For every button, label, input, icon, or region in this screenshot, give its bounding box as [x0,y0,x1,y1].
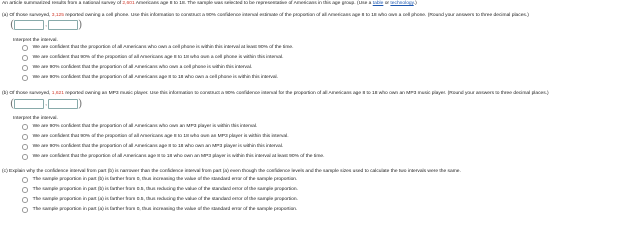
part-c-text: Explain why the confidence interval from part (b) is narrower than the confidence interval from part (a) even though the confidence levels and the sample sizes used to calculate the two intervals were the same. [7,169,461,174]
part-a-lower-input[interactable] [14,20,44,30]
radio-button[interactable] [22,55,28,61]
sample-size: 2,601 [122,1,135,6]
option-text: The sample proportion in part (b) is farther from 0, thus increasing the value of the standard error of the sample proportion. [32,177,298,183]
part-a-option-4[interactable] [22,75,278,81]
part-c-option-3[interactable] [22,197,298,203]
part-c-question [2,169,461,175]
radio-button[interactable] [22,197,28,203]
part-b-pre: Of those surveyed, [7,91,52,96]
radio-button[interactable] [22,187,28,193]
part-a-interval [10,20,82,29]
part-a-option-2[interactable] [22,55,283,61]
part-a-upper-input[interactable] [48,20,78,30]
part-c-label: (c) [2,169,8,174]
part-c-option-4[interactable] [22,207,297,213]
option-text: We are confident that 90% of the proportion of all Americans age 8 to 18 who own an MP3 player is within this interval. [32,134,289,140]
intro-text-2: Americans age 8 to 18. The sample was selected to be representative of Americans in this age group. (Use a [134,1,373,6]
part-a-post: reported owning a cell phone. Use this information to construct a 90% confidence interval estimate of the proportion of all Americans age 8 to 18 who own a cell phone. (Round your answers to three decimal places.) [64,13,529,18]
radio-button[interactable] [22,177,28,183]
radio-button[interactable] [22,134,28,140]
part-b-count: 1,621 [51,91,64,96]
option-text: The sample proportion in part (a) is farther from 0.5, thus reducing the value of the standard error of the sample proportion. [32,197,298,203]
problem-intro [2,1,417,7]
part-b-question [2,91,549,97]
part-a-label: (a) [2,13,8,18]
open-paren: ( [10,97,15,110]
radio-button[interactable] [22,75,28,81]
part-b-interval [10,99,82,108]
close-paren: ) [77,97,83,110]
option-text: We are confident that the proportion of all Americans age 8 to 18 who own an MP3 player is within this interval at least 90% of the time. [32,154,325,160]
option-text: We are 90% confident that the proportion of all Americans age 8 to 18 who own an MP3 player is within this interval. [32,144,284,150]
part-a-pre: Of those surveyed, [7,13,52,18]
table-link[interactable]: table [372,1,384,6]
intro-text: An article summarized results from a national survey of [2,1,123,6]
part-c-option-2[interactable] [22,187,298,193]
open-paren: ( [10,18,15,31]
part-b-label: (b) [2,91,8,96]
part-a-interpret: Interpret the interval. [13,38,58,43]
option-text: We are confident that 90% of the proportion of all Americans age 8 to 18 who own a cell phone is within this interval. [32,55,284,61]
part-b-upper-input[interactable] [48,99,78,109]
radio-button[interactable] [22,207,28,213]
part-c-option-1[interactable] [22,177,297,183]
radio-button[interactable] [22,124,28,130]
technology-link[interactable]: technology [390,1,414,6]
part-a-option-3[interactable] [22,65,252,71]
intro-or: or [383,1,391,6]
intro-end: .) [413,1,417,6]
close-paren: ) [77,18,83,31]
radio-button[interactable] [22,45,28,51]
option-text: The sample proportion in part (a) is farther from 0, thus increasing the value of the standard error of the sample proportion. [32,207,298,213]
radio-button[interactable] [22,154,28,160]
radio-button[interactable] [22,144,28,150]
part-b-interpret: Interpret the interval. [13,116,58,121]
option-text: We are confident that the proportion of all Americans who own a cell phone is within this interval at least 90% of the time. [32,45,294,51]
interval-comma: , [45,21,47,28]
part-b-option-4[interactable] [22,154,324,160]
part-b-post: reported owning an MP3 music player. Use this information to construct a 90% confidence interval for the proportion of all Americans age 8 to 18 who own an MP3 music player. (Round your answers to three decimal places.) [64,91,549,96]
part-a-option-1[interactable] [22,45,293,51]
part-b-option-3[interactable] [22,144,283,150]
option-text: The sample proportion in part (b) is farther from 0.5, thus reducing the value of the standard error of the sample proportion. [32,187,298,193]
option-text: We are 90% confident that the proportion of all Americans who own an MP3 player is within this interval. [32,124,258,130]
option-text: We are 90% confident that the proportion of all Americans age 8 to 18 who own a cell phone is within this interval. [32,75,278,81]
radio-button[interactable] [22,65,28,71]
option-text: We are 90% confident that the proportion of all Americans who own a cell phone is within this interval. [32,65,253,71]
interval-comma: , [45,100,47,107]
part-a-count: 3,125 [51,13,64,18]
part-b-option-2[interactable] [22,134,289,140]
part-b-lower-input[interactable] [14,99,44,109]
part-b-option-1[interactable] [22,124,257,130]
